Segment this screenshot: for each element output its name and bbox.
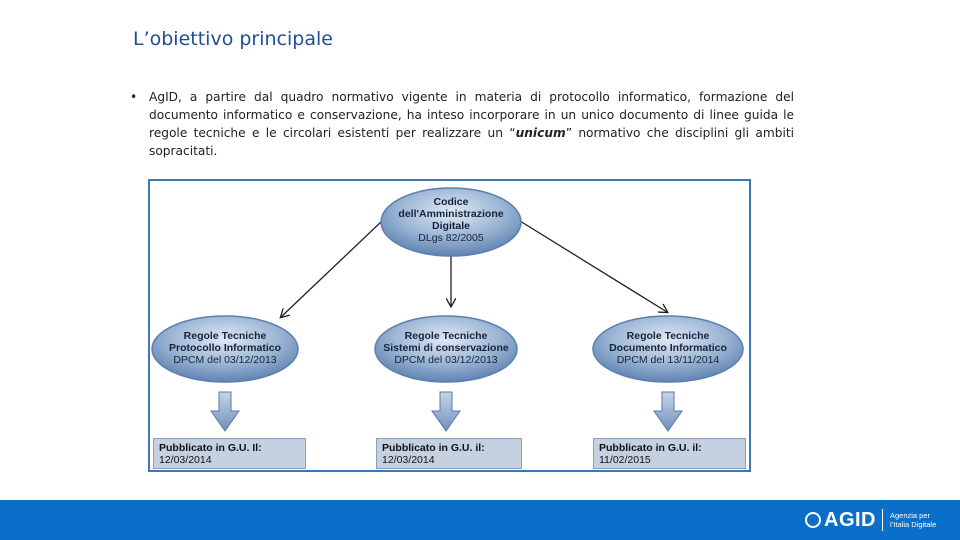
publication-box-center: Pubblicato in G.U. il: 12/03/2014 xyxy=(376,438,522,469)
logo-divider xyxy=(882,509,883,531)
regulation-diagram xyxy=(148,179,751,472)
down-arrow-right xyxy=(654,392,682,431)
bullet-text: AgID, a partire dal quadro normativo vigente in materia di protocollo informatico, formazione del documento informatico e conservazione, ha inteso incorporare in un unico documento di linee guida le regole tecniche e le circolari esistenti per realizzare un “unicum” normativo che disciplini gli ambiti sopracitati. xyxy=(149,90,794,158)
bullet-emphasis: unicum xyxy=(515,126,566,140)
down-arrow-center xyxy=(432,392,460,431)
publication-box-right: Pubblicato in G.U. il: 11/02/2015 xyxy=(593,438,746,469)
arrow-right xyxy=(520,221,667,312)
down-arrow-left xyxy=(211,392,239,431)
publication-box-left: Pubblicato in G.U. Il: 12/03/2014 xyxy=(153,438,306,469)
node-left-text: Regole Tecniche Protocollo Informatico DPCM del 03/12/2013 xyxy=(168,330,281,366)
bullet-marker: • xyxy=(130,90,138,104)
logo-subtitle: Agenzia per l’Italia Digitale xyxy=(890,511,937,529)
logo-name: AGID xyxy=(824,508,876,531)
arrow-left xyxy=(281,221,382,317)
emblem-icon xyxy=(805,512,821,528)
footer-bar xyxy=(0,500,960,540)
agid-logo xyxy=(805,508,948,532)
bullet-paragraph xyxy=(130,88,794,160)
slide-title: L’obiettivo principale xyxy=(133,28,333,50)
node-center-text: Regole Tecniche Sistemi di conservazione DPCM del 03/12/2013 xyxy=(383,330,509,366)
node-right-text: Regole Tecniche Documento Informatico DPCM del 13/11/2014 xyxy=(609,330,727,366)
node-top-text: Codice dell'Amministrazione Digitale DLgs 82/2005 xyxy=(398,196,504,244)
